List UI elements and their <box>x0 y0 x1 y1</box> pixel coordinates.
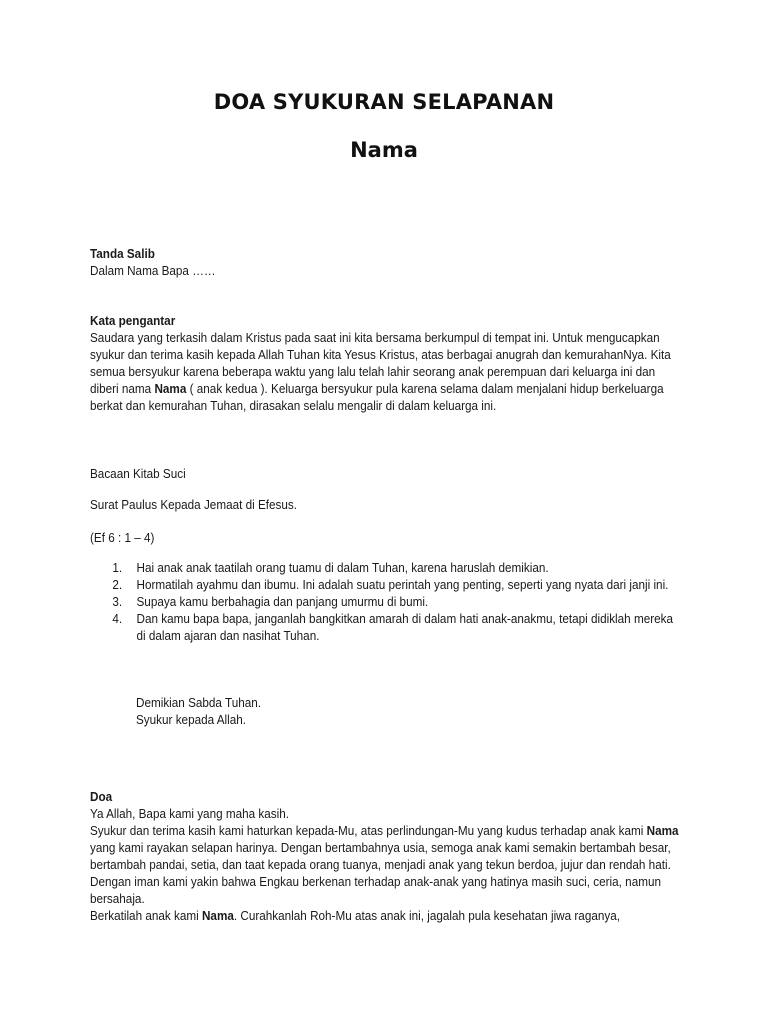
verse-text: Dan kamu bapa bapa, janganlah bangkitkan amarah di dalam hati anak-anakmu, tetapi didiklah mereka di dalam ajaran dan nasihat Tuhan. <box>136 612 674 643</box>
verse-item <box>90 611 685 645</box>
section-doa <box>90 789 679 925</box>
paragraph-text: Saudara yang terkasih dalam Kristus pada saat ini kita bersama berkumpul di tempat ini. Untuk mengucapkan syukur dan terima kasih kepada Allah Tuhan kita Yesus Kristus, atas berbagai anugrah dan kemurahanNya. Kita semua bersyukur karena beberapa waktu yang lalu telah lahir seorang anak perempuan dari keluarga ini dan diberi nama <box>90 331 671 396</box>
closing-line: Demikian Sabda Tuhan. <box>136 696 262 710</box>
verse-item <box>90 560 685 577</box>
child-name: Nama <box>154 382 187 396</box>
paragraph-text: . Curahkanlah Roh-Mu atas anak ini, jagalah pula kesehatan jiwa raganya, <box>233 909 620 923</box>
child-name: Nama <box>646 824 679 838</box>
verse-text: Hormatilah ayahmu dan ibumu. Ini adalah suatu perintah yang penting, seperti yang nyata dari janji ini. <box>136 578 669 592</box>
bacaan-reference: (Ef 6 : 1 – 4) <box>90 531 155 545</box>
section-kata-pengantar <box>90 313 671 415</box>
verse-text: Supaya kamu berbahagia dan panjang umurmu di bumi. <box>136 595 429 609</box>
section-paragraph <box>90 330 685 415</box>
section-tanda-salib <box>90 246 667 280</box>
document-title: DOA SYUKURAN SELAPANAN <box>213 90 555 114</box>
section-heading: Tanda Salib <box>90 247 155 261</box>
verse-number: 2. <box>112 578 123 592</box>
verse-item <box>90 577 685 594</box>
verse-number: 1. <box>112 561 123 575</box>
closing-line: Syukur kepada Allah. <box>136 713 247 727</box>
section-bacaan-heading: Bacaan Kitab Suci <box>90 467 186 481</box>
verse-text: Hai anak anak taatilah orang tuamu di dalam Tuhan, karena haruslah demikian. <box>136 561 549 575</box>
section-text: Dalam Nama Bapa …… <box>90 264 216 278</box>
paragraph-text: yang kami rayakan selapan harinya. Dengan bertambahnya usia, semoga anak kami semakin bertambah besar, bertambah pandai, setia, dan taat kepada orang tuanya, menjadi anak yang tekun berdoa, jujur dan rendah hati. Dengan iman kami yakin bahwa Engkau berkenan terhadap anak-anak yang hatinya masih suci, ceria, namun bersahaja. <box>90 841 671 906</box>
verse-list <box>90 560 685 645</box>
document-subtitle: Nama <box>350 138 418 162</box>
section-heading: Doa <box>90 790 113 804</box>
verse-number: 3. <box>112 595 123 609</box>
paragraph-text: ( anak kedua ). Keluarga bersyukur pula karena selama dalam menjalani hidup berkeluarga berkat dan kemurahan Tuhan, dirasakan selalu mengalir di dalam keluarga ini. <box>90 382 664 413</box>
prayer-paragraph <box>90 908 704 925</box>
paragraph-text: Berkatilah anak kami <box>90 909 202 923</box>
prayer-paragraph <box>90 823 685 908</box>
verse-number: 4. <box>112 612 123 626</box>
paragraph-text: Syukur dan terima kasih kami haturkan kepada-Mu, atas perlindungan-Mu yang kudus terhadap anak kami <box>90 824 647 838</box>
bacaan-source: Surat Paulus Kepada Jemaat di Efesus. <box>90 498 298 512</box>
section-heading: Kata pengantar <box>90 314 176 328</box>
verse-item <box>90 594 685 611</box>
child-name: Nama <box>201 909 234 923</box>
prayer-line: Ya Allah, Bapa kami yang maha kasih. <box>90 807 290 821</box>
